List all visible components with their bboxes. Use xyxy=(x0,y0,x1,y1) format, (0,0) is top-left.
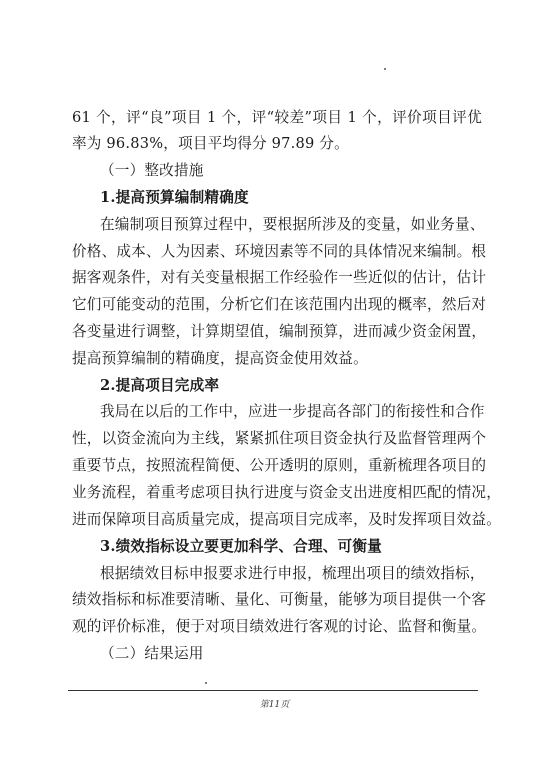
paragraph-line: 根据绩效目标申报要求进行申报，梳理出项目的绩效指标， xyxy=(100,565,485,582)
paragraph-line: 据客观条件，对有关变量根据工作经验作一些近似的估计，估计 xyxy=(72,269,487,286)
subsection-heading: 1.提高预算编制精确度 xyxy=(100,189,249,206)
footer-divider xyxy=(68,690,478,691)
paragraph-line: 价格、成本、人为因素、环境因素等不同的具体情况来编制。根 xyxy=(72,243,487,260)
scan-speck xyxy=(384,68,386,70)
section-heading: （一）整改措施 xyxy=(100,162,204,179)
subsection-heading: 3.绩效指标设立要更加科学、合理、可衡量 xyxy=(100,538,382,555)
paragraph-line: 进而保障项目高质量完成，提高项目完成率，及时发挥项目效益。 xyxy=(72,511,502,528)
paragraph-line: 在编制项目预算过程中，要根据所涉及的变量，如业务量、 xyxy=(100,216,485,233)
page-number: 第11页 xyxy=(259,700,290,710)
paragraph-line: 我局在以后的工作中，应进一步提高各部门的衔接性和合作 xyxy=(100,403,485,420)
paragraph-line: 各变量进行调整，计算期望值，编制预算，进而减少资金闲置， xyxy=(72,323,487,340)
paragraph-line: 61 个，评“良”项目 1 个，评“较差”项目 1 个，评价项目评优 xyxy=(72,109,482,126)
paragraph-line: 业务流程，着重考虑项目执行进度与资金支出进度相匹配的情况， xyxy=(72,484,502,501)
paragraph-line: 提高预算编制的精确度，提高资金使用效益。 xyxy=(72,350,368,367)
paragraph-line: 率为 96.83%，项目平均得分 97.89 分。 xyxy=(72,135,349,152)
paragraph-line: 它们可能变动的范围，分析它们在该范围内出现的概率，然后对 xyxy=(72,296,487,313)
paragraph-line: 重要节点，按照流程简便、公开透明的原则，重新梳理各项目的 xyxy=(72,457,487,474)
paragraph-line: 绩效指标和标准要清晰、量化、可衡量，能够为项目提供一个客 xyxy=(72,591,487,608)
paragraph-line: 观的评价标准，便于对项目绩效进行客观的讨论、监督和衡量。 xyxy=(72,618,487,635)
scan-speck xyxy=(205,682,207,684)
section-heading: （二）结果运用 xyxy=(100,645,204,662)
subsection-heading: 2.提高项目完成率 xyxy=(100,377,220,394)
paragraph-line: 性，以资金流向为主线，紧紧抓住项目资金执行及监督管理两个 xyxy=(72,430,487,447)
